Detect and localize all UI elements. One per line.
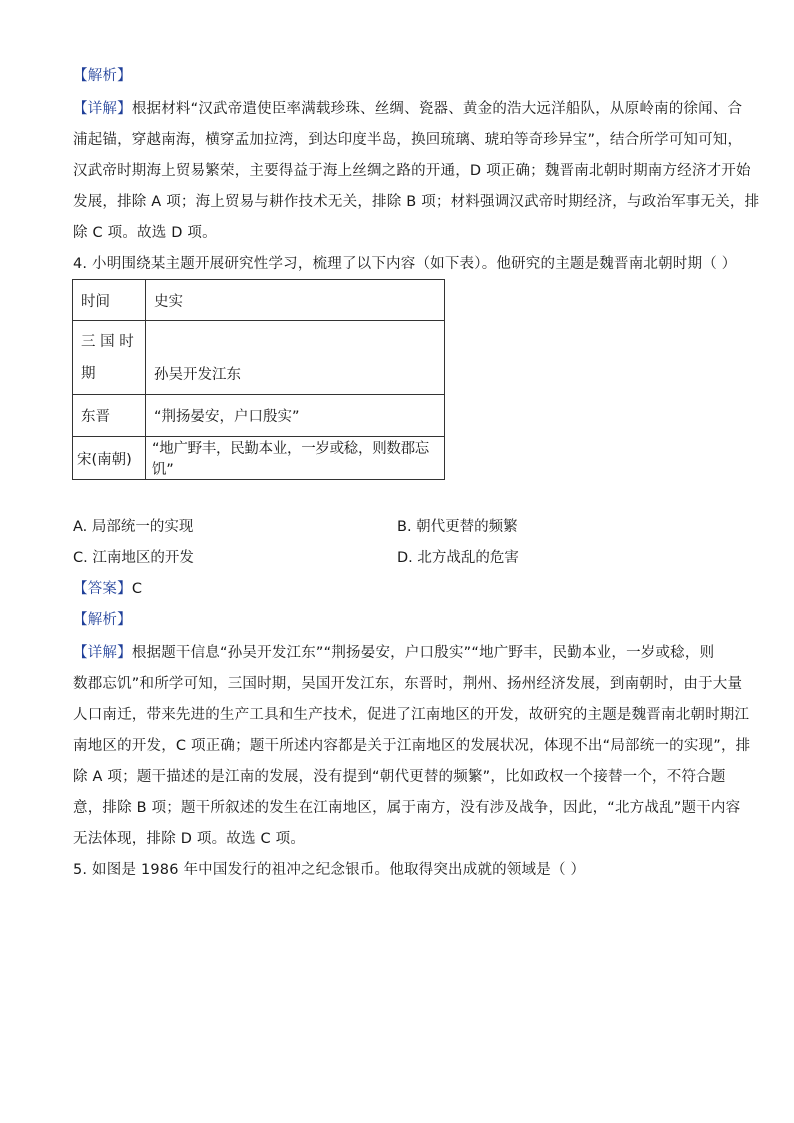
q4-detail-line-4: 南地区的开发，C 项正确；题干所述内容都是关于江南地区的发展状况，体现不出“局部统一的实现”，排 bbox=[73, 738, 751, 754]
q3-detail-line-5: 除 C 项。故选 D 项。 bbox=[73, 225, 217, 241]
table-header-row bbox=[73, 280, 445, 321]
table-header-fact: 史实 bbox=[146, 280, 445, 321]
table-cell-time: 东晋 bbox=[73, 395, 146, 437]
table-header-time: 时间 bbox=[73, 280, 146, 321]
q4-option-c: C. 江南地区的开发 bbox=[73, 550, 194, 566]
q4-table bbox=[72, 279, 445, 480]
q3-detail-tag: 【详解】 bbox=[73, 101, 132, 117]
q4-answer-tag: 【答案】 bbox=[73, 581, 132, 597]
q5-stem: 5. 如图是 1986 年中国发行的祖冲之纪念银币。他取得突出成就的领域是（ ） bbox=[73, 862, 586, 878]
table-row bbox=[73, 321, 445, 395]
q4-detail-line-5: 除 A 项；题干描述的是江南的发展，没有提到“朝代更替的频繁”，比如政权一个接替一个，不符合题 bbox=[73, 769, 726, 785]
q4-detail-line-1: 【详解】根据题干信息“孙吴开发江东”“荆扬晏安，户口殷实”“地广野丰，民勤本业，一岁或稔，则 bbox=[73, 645, 715, 661]
q3-detail-line-1: 【详解】根据材料“汉武帝遣使臣率满载珍珠、丝绸、瓷器、黄金的浩大远洋船队，从原岭南的徐闻、合 bbox=[73, 101, 743, 117]
q4-option-a: A. 局部统一的实现 bbox=[73, 519, 194, 535]
q3-detail-line-4: 发展，排除 A 项；海上贸易与耕作技术无关，排除 B 项；材料强调汉武帝时期经济，与政治军事无关，排 bbox=[73, 194, 760, 210]
q4-detail-tag: 【详解】 bbox=[73, 645, 132, 661]
table-cell-time: 三 国 时 期 bbox=[73, 321, 146, 395]
table-cell-time: 宋(南朝) bbox=[73, 437, 146, 480]
q4-answer-line bbox=[73, 579, 142, 599]
q4-detail-line-2: 数郡忘饥”和所学可知，三国时期，吴国开发江东，东晋时，荆州、扬州经济发展，到南朝时，由于大量 bbox=[73, 676, 743, 692]
table-cell-fact: “荆扬晏安，户口殷实” bbox=[146, 395, 445, 437]
q4-detail-line-6: 意，排除 B 项；题干所叙述的发生在江南地区，属于南方，没有涉及战争，因此，“北方战乱”题干内容 bbox=[73, 800, 741, 816]
q4-option-d: D. 北方战乱的危害 bbox=[397, 550, 519, 566]
q4-analysis-tag: 【解析】 bbox=[73, 612, 132, 628]
table-cell-fact: 孙吴开发江东 bbox=[146, 321, 445, 395]
q4-detail-line-3: 人口南迁，带来先进的生产工具和生产技术，促进了江南地区的开发，故研究的主题是魏晋南北朝时期江 bbox=[73, 707, 750, 723]
q3-detail-line-2: 浦起锚，穿越南海，横穿孟加拉湾，到达印度半岛，换回琉璃、琥珀等奇珍异宝”，结合所学可知可知， bbox=[73, 132, 743, 148]
q4-answer: C bbox=[131, 581, 143, 597]
table-cell-fact: “地广野丰，民勤本业，一岁或稔，则数郡忘饥” bbox=[146, 437, 445, 480]
table-row bbox=[73, 395, 445, 437]
q4-option-b: B. 朝代更替的频繁 bbox=[397, 519, 518, 535]
q3-analysis-tag: 【解析】 bbox=[73, 68, 132, 84]
table-row bbox=[73, 437, 445, 480]
q4-detail-line-7: 无法体现，排除 D 项。故选 C 项。 bbox=[73, 831, 306, 847]
q4-stem: 4. 小明围绕某主题开展研究性学习，梳理了以下内容（如下表）。他研究的主题是魏晋南北朝时期（ ） bbox=[73, 256, 737, 272]
q3-detail-line-3: 汉武帝时期海上贸易繁荣，主要得益于海上丝绸之路的开通，D 项正确；魏晋南北朝时期南方经济才开始 bbox=[73, 163, 751, 179]
